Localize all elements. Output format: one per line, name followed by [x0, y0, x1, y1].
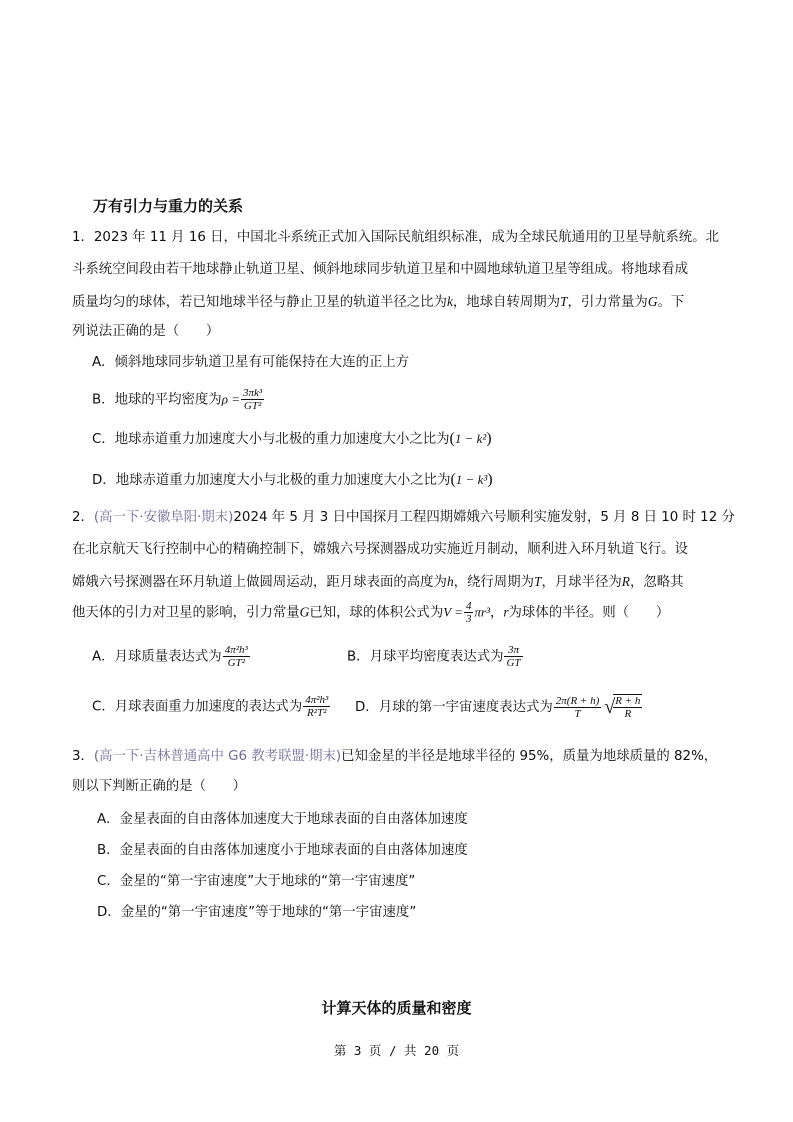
- q2-line-1: 2．(高一下·安徽阜阳·期末)2024 年 5 月 3 日中国探月工程四期嫦娥六号顺利实施发射，5 月 8 日 10 时 12 分: [72, 510, 735, 525]
- q3-line-1: 3．(高一下·吉林普通高中 G6 教考联盟·期末)已知金星的半径是地球半径的 95%，质量为地球质量的 82%，: [72, 749, 718, 764]
- q1-line-3: 质量均匀的球体，若已知地球半径与静止卫星的轨道半径之比为k，地球自转周期为T，引力常量为G。下: [72, 294, 685, 310]
- q3-line-2: 则以下判断正确的是（ ）: [72, 779, 247, 794]
- q1-option-c: C．地球赤道重力加速度大小与北极的重力加速度大小之比为(1 − k²): [92, 430, 492, 447]
- q2-option-b: B．月球平均密度表达式为 $\frac{3\pi}{GT}$: [347, 644, 521, 669]
- q2-option-c: C．月球表面重力加速度的表达式为 $\frac{\text{4π²h³}}{\text{R²T²}}$: [92, 694, 329, 719]
- q1-line-4: 列说法正确的是（ ）: [72, 324, 220, 339]
- q2-line-3: 嫦娥六号探测器在环月轨道上做圆周运动，距月球表面的高度为h，绕行周期为T，月球半径为R，忽略其: [72, 574, 684, 590]
- page-number: 第 3 页 / 共 20 页: [333, 1043, 460, 1058]
- q2-option-a: A．月球质量表达式为 $\frac{\text{4π²h³}}{\text{GT²}}$: [92, 644, 248, 669]
- q1-line-2: 斗系统空间段由若干地球静止轨道卫星、倾斜地球同步轨道卫星和中圆地球轨道卫星等组成。将地球看成: [72, 262, 688, 277]
- q3-option-a: A．金星表面的自由落体加速度大于地球表面的自由落体加速度: [97, 812, 468, 827]
- q3-source: (高一下·吉林普通高中 G6 教考联盟·期末): [93, 749, 342, 764]
- q2-option-d: D．月球的第一宇宙速度表达式为 $\frac{2\pi(R + h)}{T}$ √ $\frac{R + h}{R}$: [355, 694, 641, 720]
- q1-option-d: D．地球赤道重力加速度大小与北极的重力加速度大小之比为(1 − k³): [92, 471, 493, 488]
- section-title: 万有引力与重力的关系: [93, 197, 244, 215]
- q2-line-2: 在北京航天飞行控制中心的精确控制下，嫦娥六号探测器成功实施近月制动，顺利进入环月轨道飞行。设: [72, 542, 688, 557]
- q3-option-b: B．金星表面的自由落体加速度小于地球表面的自由落体加速度: [97, 843, 468, 858]
- q2-source: (高一下·安徽阜阳·期末): [93, 510, 234, 525]
- q1-option-b: B．地球的平均密度为ρ = $\frac{\text{3πk³}}{\text{GT²}}$: [92, 387, 263, 412]
- q1-line-1: 1．2023 年 11 月 16 日，中国北斗系统正式加入国际民航组织标准，成为全球民航通用的卫星导航系统。北: [72, 230, 719, 245]
- q1-option-a: A．倾斜地球同步轨道卫星有可能保持在大连的正上方: [92, 355, 410, 370]
- q3-option-d: D．金星的“第一宇宙速度”等于地球的“第一宇宙速度”: [97, 905, 417, 920]
- q2-volume-fraction: $\frac{4}{3}$: [465, 600, 472, 625]
- q1-b-fraction: $\frac{\text{3πk³}}{\text{GT²}}$: [242, 387, 263, 412]
- q2-line-4: 他天体的引力对卫星的影响，引力常量G已知，球的体积公式为V = $\frac{4}{3}$ πr³，r为球体的半径。则（ ）: [72, 600, 670, 625]
- section-title-2: 计算天体的质量和密度: [321, 999, 472, 1017]
- q3-option-c: C．金星的“第一宇宙速度”大于地球的“第一宇宙速度”: [97, 874, 416, 889]
